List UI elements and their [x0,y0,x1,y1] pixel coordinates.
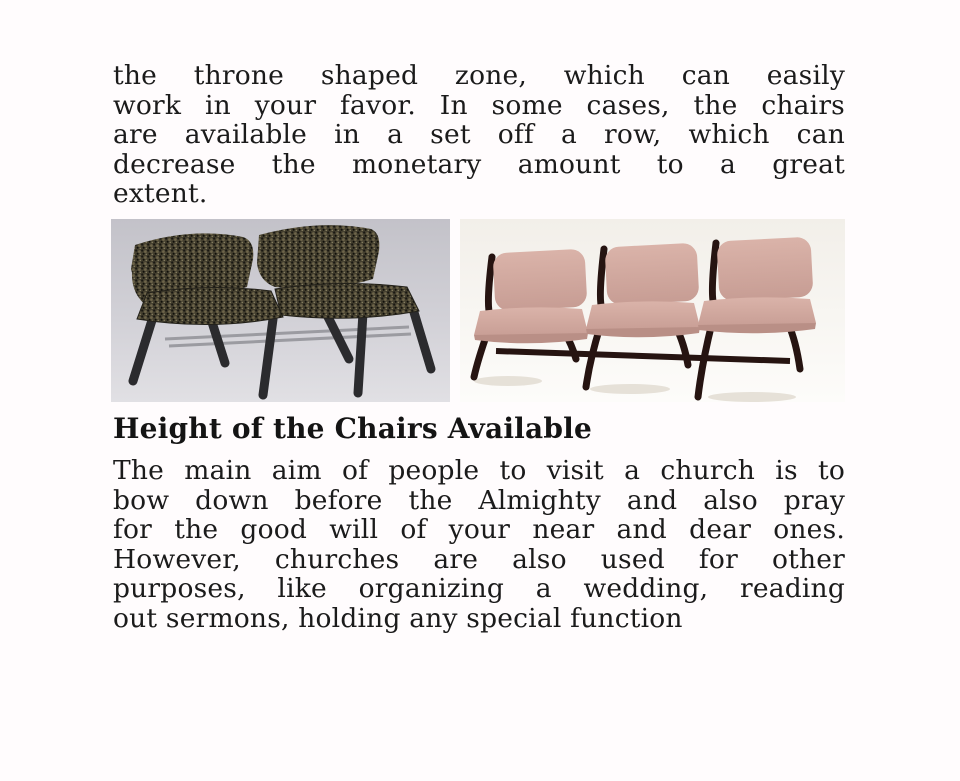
section-heading: Height of the Chairs Available [113,411,592,445]
dark-chairs-image [111,219,450,402]
chair-images-row [111,219,845,402]
paragraph-height: The main aim of people to visit a church is to bow down before the Almighty and also pray for the good will of your near and dear ones. However, churches are also used for other purposes, like organizing a wedding, reading out sermons, holding any special function [113,454,845,634]
beige-chairs-image [460,219,845,402]
document-page [0,61,960,781]
paragraph-intro: the throne shaped zone, which can easily work in your favor. In some cases, the chairs are available in a set off a row, which can decrease the monetary amount to a great extent. [113,60,845,210]
